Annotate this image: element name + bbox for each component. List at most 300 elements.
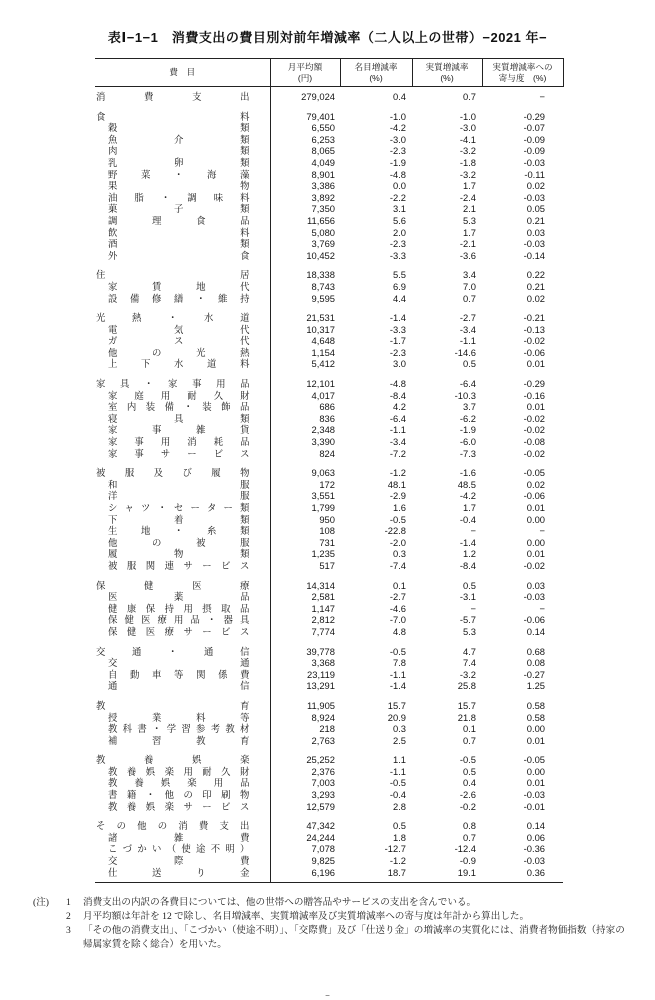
- note-number: 1: [66, 897, 71, 909]
- note-text: 月平均額は年計を 12 で除し、名目増減率、実質増減率及び実質増減率への寄与度は年計から算出した。: [83, 911, 530, 923]
- contribution-to-real-rate: -0.07: [523, 122, 545, 134]
- item-name: シ ャ ツ ・ セ ー タ ー 類: [108, 502, 250, 513]
- nominal-change-rate: -0.5: [389, 645, 406, 657]
- table-row: [95, 401, 563, 413]
- contribution-to-real-rate: 0.08: [526, 657, 545, 669]
- nominal-change-rate: -7.2: [389, 447, 406, 459]
- item-name-cell: [95, 657, 270, 669]
- contribution-to-real-rate: -0.06: [523, 346, 545, 358]
- item-name: 書 籍 ・ 他 の 印 刷 物: [108, 789, 250, 801]
- monthly-average-amount: 4,648: [311, 335, 335, 347]
- real-change-rate: -6.4: [459, 378, 476, 390]
- item-name-cell: [95, 843, 270, 855]
- real-change-rate: -1.9: [459, 424, 476, 436]
- table-row: [95, 580, 563, 592]
- nominal-change-rate: 0.3: [392, 723, 406, 735]
- nominal-change-rate: -1.9: [389, 156, 406, 168]
- contribution-to-real-rate: 0.21: [526, 214, 545, 226]
- item-name-cell: [95, 335, 270, 347]
- monthly-average-amount: 517: [319, 559, 335, 571]
- contribution-to-real-rate: 0.01: [526, 401, 545, 413]
- item-name-cell: [95, 614, 270, 626]
- monthly-average-amount: 8,924: [311, 711, 335, 723]
- item-name: 果 物: [108, 180, 250, 192]
- real-change-rate: -7.3: [459, 447, 476, 459]
- monthly-average-amount: 3,892: [311, 191, 335, 203]
- monthly-average-amount: 24,244: [306, 831, 335, 843]
- column-header-line1: 実質増減率への: [492, 62, 553, 72]
- table-row: [95, 657, 563, 669]
- real-change-rate: -2.4: [459, 191, 476, 203]
- spacer-cell: [270, 878, 563, 883]
- item-name: 寝 具 類: [108, 412, 250, 424]
- real-change-rate: 3.7: [462, 401, 476, 413]
- monthly-average-amount: 9,825: [311, 855, 335, 867]
- nominal-change-rate: -0.5: [389, 777, 406, 789]
- contribution-to-real-rate: 0.06: [526, 831, 545, 843]
- item-name: 下 着 類: [108, 513, 250, 525]
- real-change-rate: 0.4: [462, 777, 476, 789]
- spacer-cell: [95, 638, 270, 646]
- column-header-line2: (%): [440, 72, 454, 83]
- group-spacer-row: [95, 746, 563, 754]
- nominal-change-rate: 6.9: [392, 280, 406, 292]
- item-name: 家 事 用 消 耗 品: [108, 436, 250, 448]
- monthly-average-amount: 10,317: [306, 323, 335, 335]
- contribution-to-real-rate: −: [539, 525, 545, 537]
- item-name-cell: [95, 436, 270, 448]
- nominal-change-rate: -7.4: [389, 559, 406, 571]
- item-name: 保 健 医 療 用 品 ・ 器 具: [108, 614, 250, 626]
- real-change-rate: -4.2: [459, 490, 476, 502]
- contribution-to-real-rate: -0.02: [523, 335, 545, 347]
- table-row: [95, 122, 563, 134]
- contribution-to-real-rate: -0.11: [524, 168, 545, 180]
- monthly-average-amount: 4,049: [311, 156, 335, 168]
- item-name: 魚 介 類: [108, 133, 250, 145]
- table-row: [95, 324, 563, 336]
- real-change-rate: -4.1: [459, 133, 476, 145]
- table-row: [95, 203, 563, 215]
- spacer-cell: [270, 572, 563, 580]
- table-row: [95, 603, 563, 615]
- monthly-average-amount: 836: [319, 412, 335, 424]
- monthly-average-amount: 2,812: [311, 614, 335, 626]
- table-row: [95, 192, 563, 204]
- contribution-to-real-rate: -0.06: [523, 614, 545, 626]
- item-name: 設 備 修 繕 ・ 維 持: [108, 292, 250, 304]
- nominal-change-rate: 1.1: [392, 754, 406, 766]
- monthly-average-amount: 8,901: [311, 168, 335, 180]
- nominal-change-rate: -1.4: [389, 680, 406, 692]
- contribution-to-real-rate: -0.09: [523, 145, 545, 157]
- item-name-cell: [95, 203, 270, 215]
- spacer-cell: [95, 692, 270, 700]
- item-name-cell: [95, 347, 270, 359]
- real-change-rate: 7.4: [462, 657, 476, 669]
- real-change-rate: 0.5: [462, 765, 476, 777]
- item-name-cell: [95, 680, 270, 692]
- real-change-rate: -3.2: [459, 668, 476, 680]
- item-name: 食 料: [96, 110, 250, 122]
- monthly-average-amount: 8,065: [311, 145, 335, 157]
- contribution-to-real-rate: 0.01: [526, 734, 545, 746]
- spacer-cell: [270, 261, 563, 269]
- monthly-average-amount: 6,253: [311, 133, 335, 145]
- contribution-to-real-rate: 0.68: [526, 645, 545, 657]
- nominal-change-rate: 18.7: [387, 866, 406, 878]
- real-change-rate: -3.6: [459, 249, 476, 261]
- expenditure-table-wrap: [95, 58, 563, 883]
- contribution-to-real-rate: -0.29: [523, 110, 545, 122]
- item-name: 家 庭 用 耐 久 財: [108, 389, 250, 401]
- table-row: [95, 680, 563, 692]
- item-name-cell: [95, 777, 270, 789]
- real-change-rate: 1.2: [462, 548, 476, 560]
- real-change-rate: 0.7: [462, 292, 476, 304]
- real-change-rate: -0.5: [459, 754, 476, 766]
- item-name: 自 動 車 等 関 係 費: [108, 668, 250, 680]
- item-name-cell: [95, 448, 270, 460]
- real-change-rate: -10.3: [454, 389, 476, 401]
- monthly-average-amount: 686: [319, 401, 335, 413]
- item-name: 教 養 娯 楽 用 品: [108, 777, 250, 789]
- nominal-change-rate: -12.7: [384, 843, 406, 855]
- item-name-cell: [95, 789, 270, 801]
- contribution-to-real-rate: 0.00: [526, 765, 545, 777]
- monthly-average-amount: 23,119: [307, 668, 335, 680]
- item-name: 交 通: [108, 657, 250, 669]
- monthly-average-amount: 7,078: [311, 843, 335, 855]
- item-name: 光 熱 ・ 水 道: [96, 312, 250, 324]
- nominal-change-rate: -2.3: [389, 238, 406, 250]
- nominal-change-rate: 0.5: [392, 820, 406, 832]
- table-row: [95, 867, 563, 879]
- spacer-cell: [270, 103, 563, 111]
- monthly-average-amount: 218: [319, 723, 335, 735]
- spacer-cell: [270, 638, 563, 646]
- column-header-monthly-average: [270, 59, 340, 87]
- monthly-average-amount: 172: [319, 478, 335, 490]
- spacer-cell: [270, 746, 563, 754]
- column-header-real-change: [412, 59, 482, 87]
- item-name: 野 菜 ・ 海 藻: [108, 168, 250, 180]
- item-name-cell: [95, 801, 270, 813]
- table-row: [95, 157, 563, 169]
- nominal-change-rate: -0.4: [389, 789, 406, 801]
- table-row: [95, 723, 563, 735]
- item-name-cell: [95, 227, 270, 239]
- item-name: 教 育: [96, 699, 250, 711]
- spacer-cell: [95, 370, 270, 378]
- monthly-average-amount: 3,769: [311, 238, 335, 250]
- contribution-to-real-rate: 0.02: [526, 478, 545, 490]
- contribution-to-real-rate: -0.08: [523, 436, 545, 448]
- nominal-change-rate: 2.0: [392, 226, 406, 238]
- table-row: [95, 347, 563, 359]
- item-name-cell: [95, 525, 270, 537]
- column-header-line1: 名目増減率: [354, 62, 398, 72]
- table-row: [95, 712, 563, 724]
- real-change-rate: -3.2: [459, 145, 476, 157]
- contribution-to-real-rate: -0.09: [523, 133, 545, 145]
- real-change-rate: 0.7: [462, 91, 476, 102]
- nominal-change-rate: -1.2: [389, 467, 406, 479]
- contribution-to-real-rate: 0.02: [526, 180, 545, 192]
- table-row: [95, 502, 563, 514]
- group-spacer-row: [95, 103, 563, 111]
- item-name-cell: [95, 401, 270, 413]
- real-change-rate: −: [470, 602, 476, 614]
- group-spacer-row: [95, 878, 563, 883]
- nominal-change-rate: 0.0: [392, 180, 406, 192]
- nominal-change-rate: -2.2: [389, 191, 406, 203]
- item-name: ガ ス 代: [108, 335, 250, 347]
- table-row: [95, 436, 563, 448]
- group-spacer-row: [95, 812, 563, 820]
- monthly-average-amount: 5,412: [311, 358, 335, 370]
- item-name: 教 養 娯 楽 サ ー ビ ス: [108, 800, 250, 812]
- monthly-average-amount: 950: [319, 513, 335, 525]
- spacer-cell: [95, 812, 270, 820]
- contribution-to-real-rate: -0.03: [523, 855, 545, 867]
- real-change-rate: -2.6: [459, 789, 476, 801]
- item-name: 健 康 保 持 用 摂 取 品: [108, 602, 250, 614]
- contribution-to-real-rate: 0.22: [526, 269, 545, 281]
- contribution-to-real-rate: 0.21: [526, 280, 545, 292]
- note-row: [33, 924, 625, 952]
- monthly-average-amount: 11,905: [307, 699, 335, 711]
- item-name-cell: [95, 145, 270, 157]
- real-change-rate: -1.1: [459, 335, 476, 347]
- group-spacer-row: [95, 304, 563, 312]
- spacer-cell: [95, 103, 270, 111]
- nominal-change-rate: -7.0: [389, 614, 406, 626]
- nominal-change-rate: -1.1: [389, 424, 406, 436]
- item-name-cell: [95, 646, 270, 658]
- real-change-rate: 25.8: [457, 680, 476, 692]
- contribution-to-real-rate: 0.01: [526, 502, 545, 513]
- nominal-change-rate: -3.3: [389, 249, 406, 261]
- nominal-change-rate: -2.3: [389, 145, 406, 157]
- item-name-cell: [95, 700, 270, 712]
- nominal-change-rate: -2.7: [389, 591, 406, 603]
- contribution-to-real-rate: -0.05: [523, 467, 545, 479]
- item-name: 生 地 ・ 糸 類: [108, 525, 250, 537]
- monthly-average-amount: 3,390: [311, 436, 335, 448]
- item-name: 油 脂 ・ 調 味 料: [108, 191, 250, 203]
- monthly-average-amount: 1,235: [311, 548, 335, 560]
- nominal-change-rate: -0.5: [389, 513, 406, 525]
- monthly-average-amount: 25,252: [306, 754, 335, 766]
- real-change-rate: -8.4: [459, 559, 476, 571]
- table-row: [95, 735, 563, 747]
- item-name: 補 習 教 育: [108, 734, 250, 746]
- contribution-to-real-rate: -0.03: [523, 789, 545, 801]
- contribution-to-real-rate: 0.02: [526, 292, 545, 304]
- nominal-change-rate: -1.7: [389, 335, 406, 347]
- real-change-rate: 2.1: [462, 203, 476, 215]
- real-change-rate: 21.8: [457, 711, 476, 723]
- nominal-change-rate: 15.7: [387, 699, 406, 711]
- monthly-average-amount: 12,101: [306, 378, 335, 390]
- nominal-change-rate: 4.2: [392, 401, 406, 413]
- monthly-average-amount: 1,147: [311, 602, 335, 614]
- nominal-change-rate: -4.6: [389, 602, 406, 614]
- table-row: [95, 424, 563, 436]
- spacer-cell: [270, 812, 563, 820]
- table-row: [95, 448, 563, 460]
- spacer-cell: [270, 370, 563, 378]
- item-name-cell: [95, 591, 270, 603]
- item-name-cell: [95, 134, 270, 146]
- item-name-cell: [95, 215, 270, 227]
- item-name-cell: [95, 281, 270, 293]
- table-row: [95, 669, 563, 681]
- item-name: 保 健 医 療: [96, 579, 250, 591]
- expenditure-table: [95, 58, 564, 883]
- nominal-change-rate: 4.4: [392, 292, 406, 304]
- item-name: 消 費 支 出: [96, 91, 250, 102]
- item-name: 家 事 雑 貨: [108, 424, 250, 436]
- monthly-average-amount: 1,154: [311, 346, 335, 358]
- contribution-to-real-rate: 0.58: [526, 699, 545, 711]
- item-name: 被 服 関 連 サ ー ビ ス: [108, 559, 250, 571]
- real-change-rate: -1.4: [459, 536, 476, 548]
- nominal-change-rate: -4.8: [389, 168, 406, 180]
- contribution-to-real-rate: -0.03: [523, 156, 545, 168]
- contribution-to-real-rate: 0.01: [526, 548, 545, 560]
- monthly-average-amount: 2,376: [311, 765, 335, 777]
- item-name: 外 食: [108, 249, 250, 261]
- nominal-change-rate: -2.3: [389, 346, 406, 358]
- item-name: 他 の 光 熱: [108, 346, 250, 358]
- spacer-cell: [95, 459, 270, 467]
- contribution-to-real-rate: 0.14: [526, 625, 545, 637]
- table-row: [95, 855, 563, 867]
- table-header: [95, 59, 563, 87]
- table-row: [95, 227, 563, 239]
- real-change-rate: -12.4: [454, 843, 476, 855]
- contribution-to-real-rate: -0.06: [523, 490, 545, 502]
- contribution-to-real-rate: -0.16: [523, 389, 545, 401]
- nominal-change-rate: -2.9: [389, 490, 406, 502]
- item-name: 乳 卵 類: [108, 156, 250, 168]
- table-row: [95, 560, 563, 572]
- contribution-to-real-rate: 0.00: [526, 536, 545, 548]
- monthly-average-amount: 3,293: [311, 789, 335, 801]
- item-name-cell: [95, 669, 270, 681]
- item-name: 教 科 書 ・ 学 習 参 考 教 材: [108, 723, 250, 735]
- table-row: [95, 843, 563, 855]
- table-row: [95, 777, 563, 789]
- nominal-change-rate: 7.8: [392, 657, 406, 669]
- table-row: [95, 180, 563, 192]
- real-change-rate: 15.7: [457, 699, 476, 711]
- contribution-to-real-rate: 0.00: [526, 513, 545, 525]
- contribution-to-real-rate: -0.02: [523, 412, 545, 424]
- contribution-to-real-rate: -0.02: [523, 559, 545, 571]
- real-change-rate: 5.3: [462, 214, 476, 226]
- item-name-cell: [95, 157, 270, 169]
- spacer-cell: [95, 878, 270, 883]
- real-change-rate: -0.2: [459, 800, 476, 812]
- real-change-rate: -3.0: [459, 122, 476, 134]
- monthly-average-amount: 21,531: [306, 312, 335, 324]
- group-spacer-row: [95, 638, 563, 646]
- contribution-to-real-rate: -0.03: [523, 238, 545, 250]
- item-name: 医 薬 品: [108, 591, 250, 603]
- monthly-average-amount: 39,778: [306, 645, 335, 657]
- item-name: 和 服: [108, 478, 250, 490]
- item-name-cell: [95, 413, 270, 425]
- item-name-cell: [95, 312, 270, 324]
- contribution-to-real-rate: -0.03: [523, 591, 545, 603]
- contribution-to-real-rate: -0.05: [523, 754, 545, 766]
- item-name: 飲 料: [108, 226, 250, 238]
- note-mark: (注): [33, 897, 49, 909]
- real-change-rate: -6.0: [459, 436, 476, 448]
- contribution-to-real-rate: -0.02: [523, 447, 545, 459]
- table-row: [95, 111, 563, 123]
- group-spacer-row: [95, 261, 563, 269]
- item-name: 酒 類: [108, 238, 250, 250]
- item-name: 上 下 水 道 料: [108, 358, 250, 370]
- contribution-to-real-rate: 0.03: [526, 226, 545, 238]
- item-name: 仕 送 り 金: [108, 866, 250, 878]
- item-name-cell: [95, 537, 270, 549]
- item-name-cell: [95, 832, 270, 844]
- table-row: [95, 646, 563, 658]
- page-title: 表Ⅰ−1−1 消費支出の費目別対前年増減率（二人以上の世帯）−2021 年−: [107, 30, 548, 45]
- note-row: [33, 896, 625, 910]
- table-row: [95, 238, 563, 250]
- contribution-to-real-rate: 0.01: [526, 777, 545, 789]
- column-header-line2: 寄与度 (%): [498, 72, 547, 83]
- note-number: 3: [66, 924, 71, 936]
- real-change-rate: 0.5: [462, 579, 476, 591]
- monthly-average-amount: 18,338: [306, 269, 335, 281]
- real-change-rate: 3.4: [462, 269, 476, 281]
- nominal-change-rate: -3.0: [389, 133, 406, 145]
- monthly-average-amount: 5,080: [311, 226, 335, 238]
- contribution-to-real-rate: 0.00: [526, 723, 545, 735]
- spacer-cell: [95, 261, 270, 269]
- real-change-rate: 19.1: [457, 866, 476, 878]
- item-name: 家 事 サ ー ビ ス: [108, 447, 250, 459]
- table-row: [95, 293, 563, 305]
- item-name: 教 養 娯 楽 用 耐 久 財: [108, 765, 250, 777]
- real-change-rate: 48.5: [457, 478, 476, 490]
- item-name-cell: [95, 855, 270, 867]
- item-name: 被 服 及 び 履 物: [96, 467, 250, 479]
- monthly-average-amount: 11,656: [307, 214, 335, 226]
- real-change-rate: 7.0: [462, 280, 476, 292]
- table-row: [95, 700, 563, 712]
- contribution-to-real-rate: 0.03: [526, 579, 545, 591]
- monthly-average-amount: 279,024: [301, 91, 335, 102]
- item-name-cell: [95, 723, 270, 735]
- real-change-rate: -5.7: [459, 614, 476, 626]
- nominal-change-rate: -1.4: [389, 312, 406, 324]
- table-row: [95, 614, 563, 626]
- item-name-cell: [95, 250, 270, 262]
- item-name: 他 の 被 服: [108, 536, 250, 548]
- monthly-average-amount: 13,291: [306, 680, 335, 692]
- note-text: 「その他の消費支出」、「こづかい（使途不明）」、「交際費」及び「仕送り金」の増減率の実質化には、消費者物価指数（持家の帰属家賃を除く総合）を用いた。: [83, 924, 625, 950]
- table-row: [95, 91, 563, 103]
- nominal-change-rate: -8.4: [389, 389, 406, 401]
